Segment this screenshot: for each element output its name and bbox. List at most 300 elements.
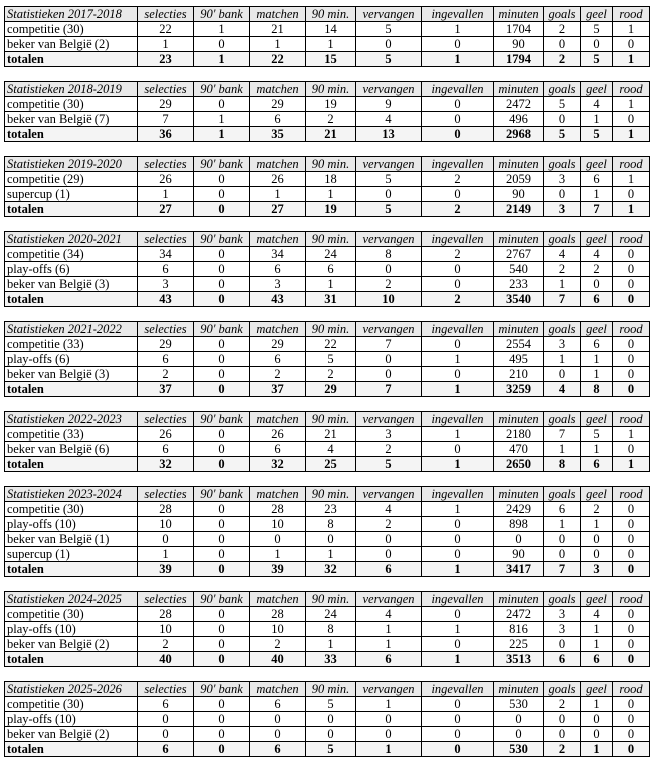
table-row — [5, 22, 650, 37]
stat-cell: 0 — [194, 382, 250, 397]
season-title: Statistieken 2025-2026 — [5, 682, 138, 697]
competition-label: competitie (30) — [5, 697, 138, 712]
stat-cell: 0 — [194, 457, 250, 472]
table-row — [5, 622, 650, 637]
stat-cell: 2767 — [494, 247, 544, 262]
stat-cell: 0 — [422, 337, 494, 352]
stat-cell: 24 — [306, 607, 356, 622]
stat-cell: 29 — [138, 337, 194, 352]
stat-cell: 0 — [194, 442, 250, 457]
stat-cell: 6 — [356, 562, 422, 577]
stat-cell: 8 — [306, 622, 356, 637]
stat-cell: 10 — [138, 517, 194, 532]
table-header-row — [5, 592, 650, 607]
table-row — [5, 352, 650, 367]
stat-cell: 0 — [422, 97, 494, 112]
season-title: Statistieken 2020-2021 — [5, 232, 138, 247]
stat-cell: 1 — [306, 37, 356, 52]
stat-cell: 0 — [613, 742, 650, 757]
stat-cell: 0 — [422, 637, 494, 652]
totals-row — [5, 652, 650, 667]
stat-cell: 540 — [494, 262, 544, 277]
column-header: 90' bank — [194, 682, 250, 697]
column-header: selecties — [138, 7, 194, 22]
table-header-row — [5, 232, 650, 247]
stat-cell: 0 — [613, 532, 650, 547]
column-header: rood — [613, 7, 650, 22]
stat-cell: 1 — [422, 22, 494, 37]
stat-cell: 90 — [494, 37, 544, 52]
stat-cell: 0 — [613, 367, 650, 382]
stat-cell: 0 — [194, 517, 250, 532]
stat-cell: 1 — [138, 37, 194, 52]
column-header: 90' bank — [194, 412, 250, 427]
stat-cell: 0 — [613, 277, 650, 292]
table-row — [5, 607, 650, 622]
stat-cell: 5 — [356, 172, 422, 187]
stat-cell: 1 — [613, 52, 650, 67]
stat-cell: 1 — [613, 202, 650, 217]
stat-cell: 24 — [306, 247, 356, 262]
stat-cell: 0 — [356, 727, 422, 742]
stat-cell: 6 — [544, 502, 581, 517]
stat-cell: 19 — [306, 97, 356, 112]
column-header: goals — [544, 82, 581, 97]
stat-cell: 0 — [194, 637, 250, 652]
column-header: rood — [613, 82, 650, 97]
stat-cell: 0 — [613, 517, 650, 532]
competition-label: competitie (33) — [5, 337, 138, 352]
column-header: geel — [581, 82, 613, 97]
stat-cell: 0 — [356, 37, 422, 52]
column-header: vervangen — [356, 322, 422, 337]
stat-cell: 26 — [138, 172, 194, 187]
stat-cell: 3 — [544, 172, 581, 187]
column-header: 90 min. — [306, 82, 356, 97]
stat-cell: 3540 — [494, 292, 544, 307]
stat-cell: 4 — [581, 97, 613, 112]
stat-cell: 40 — [138, 652, 194, 667]
totals-row — [5, 127, 650, 142]
stat-cell: 4 — [356, 502, 422, 517]
stat-cell: 29 — [250, 337, 306, 352]
column-header: matchen — [250, 82, 306, 97]
stat-cell: 1 — [581, 112, 613, 127]
season-stats-table — [4, 411, 650, 472]
stat-cell: 21 — [306, 427, 356, 442]
column-header: goals — [544, 157, 581, 172]
column-header: goals — [544, 682, 581, 697]
stat-cell: 7 — [581, 202, 613, 217]
stat-cell: 0 — [613, 187, 650, 202]
column-header: geel — [581, 232, 613, 247]
competition-label: play-offs (10) — [5, 622, 138, 637]
column-header: goals — [544, 232, 581, 247]
stat-cell: 1 — [544, 442, 581, 457]
stat-cell: 29 — [306, 382, 356, 397]
stat-cell: 23 — [306, 502, 356, 517]
stat-cell: 0 — [194, 562, 250, 577]
stat-cell: 1 — [422, 562, 494, 577]
stat-cell: 1 — [613, 127, 650, 142]
stat-cell: 28 — [138, 502, 194, 517]
stat-cell: 2 — [422, 292, 494, 307]
stat-cell: 22 — [250, 52, 306, 67]
stat-cell: 1 — [356, 637, 422, 652]
competition-label: beker van België (2) — [5, 727, 138, 742]
competition-label: beker van België (3) — [5, 277, 138, 292]
stat-cell: 0 — [194, 187, 250, 202]
stat-cell: 5 — [544, 127, 581, 142]
column-header: matchen — [250, 157, 306, 172]
stat-cell: 6 — [138, 442, 194, 457]
stat-cell: 2 — [250, 367, 306, 382]
stat-cell: 0 — [194, 172, 250, 187]
table-row — [5, 502, 650, 517]
stat-cell: 5 — [306, 742, 356, 757]
stat-cell: 32 — [306, 562, 356, 577]
stat-cell: 0 — [306, 712, 356, 727]
table-row — [5, 517, 650, 532]
stat-cell: 3 — [544, 337, 581, 352]
table-row — [5, 712, 650, 727]
column-header: matchen — [250, 487, 306, 502]
stat-cell: 6 — [250, 262, 306, 277]
competition-label: play-offs (6) — [5, 262, 138, 277]
stat-cell: 1 — [250, 547, 306, 562]
totals-label: totalen — [5, 652, 138, 667]
stat-cell: 3259 — [494, 382, 544, 397]
totals-row — [5, 382, 650, 397]
stat-cell: 0 — [422, 37, 494, 52]
competition-label: beker van België (2) — [5, 37, 138, 52]
competition-label: play-offs (6) — [5, 352, 138, 367]
column-header: 90' bank — [194, 322, 250, 337]
column-header: selecties — [138, 232, 194, 247]
stat-cell: 1 — [138, 187, 194, 202]
stat-cell: 0 — [613, 112, 650, 127]
season-stats-table — [4, 81, 650, 142]
stat-cell: 90 — [494, 187, 544, 202]
column-header: matchen — [250, 412, 306, 427]
totals-label: totalen — [5, 52, 138, 67]
stat-cell: 496 — [494, 112, 544, 127]
column-header: 90 min. — [306, 592, 356, 607]
stat-cell: 8 — [581, 382, 613, 397]
stat-cell: 0 — [422, 367, 494, 382]
stat-cell: 3 — [544, 607, 581, 622]
totals-row — [5, 562, 650, 577]
column-header: matchen — [250, 682, 306, 697]
stat-cell: 0 — [544, 112, 581, 127]
stat-cell: 7 — [544, 562, 581, 577]
stat-cell: 2 — [356, 442, 422, 457]
stat-cell: 90 — [494, 547, 544, 562]
stat-cell: 2 — [138, 637, 194, 652]
totals-label: totalen — [5, 292, 138, 307]
stat-cell: 2 — [581, 262, 613, 277]
column-header: selecties — [138, 82, 194, 97]
stat-cell: 0 — [613, 637, 650, 652]
stat-cell: 0 — [194, 367, 250, 382]
stat-cell: 0 — [194, 697, 250, 712]
season-title: Statistieken 2023-2024 — [5, 487, 138, 502]
stat-cell: 1 — [356, 622, 422, 637]
table-row — [5, 637, 650, 652]
stat-cell: 4 — [356, 607, 422, 622]
column-header: 90 min. — [306, 322, 356, 337]
stat-cell: 21 — [250, 22, 306, 37]
table-row — [5, 37, 650, 52]
stat-cell: 5 — [306, 697, 356, 712]
stat-cell: 2968 — [494, 127, 544, 142]
stat-cell: 1 — [306, 547, 356, 562]
stat-cell: 0 — [194, 202, 250, 217]
stat-cell: 0 — [581, 532, 613, 547]
column-header: ingevallen — [422, 157, 494, 172]
stat-cell: 1 — [356, 742, 422, 757]
stat-cell: 1 — [194, 112, 250, 127]
column-header: rood — [613, 592, 650, 607]
stat-cell: 0 — [613, 337, 650, 352]
column-header: geel — [581, 412, 613, 427]
stat-cell: 2 — [544, 52, 581, 67]
stat-cell: 0 — [422, 442, 494, 457]
stat-cell: 1 — [194, 52, 250, 67]
stat-cell: 4 — [544, 247, 581, 262]
stat-cell: 0 — [581, 727, 613, 742]
stat-cell: 1 — [581, 742, 613, 757]
competition-label: competitie (30) — [5, 502, 138, 517]
competition-label: competitie (29) — [5, 172, 138, 187]
table-header-row — [5, 7, 650, 22]
stat-cell: 0 — [250, 712, 306, 727]
competition-label: supercup (1) — [5, 547, 138, 562]
column-header: 90' bank — [194, 232, 250, 247]
totals-label: totalen — [5, 382, 138, 397]
stat-cell: 3 — [544, 622, 581, 637]
stat-cell: 0 — [194, 292, 250, 307]
stat-cell: 0 — [494, 727, 544, 742]
totals-row — [5, 742, 650, 757]
column-header: matchen — [250, 322, 306, 337]
column-header: 90' bank — [194, 7, 250, 22]
stat-cell: 6 — [544, 652, 581, 667]
stat-cell: 6 — [581, 652, 613, 667]
competition-label: beker van België (7) — [5, 112, 138, 127]
stat-cell: 0 — [194, 622, 250, 637]
stat-cell: 3417 — [494, 562, 544, 577]
stat-cell: 1 — [422, 52, 494, 67]
column-header: ingevallen — [422, 487, 494, 502]
stat-cell: 0 — [422, 532, 494, 547]
stat-cell: 3 — [544, 202, 581, 217]
column-header: rood — [613, 157, 650, 172]
table-header-row — [5, 157, 650, 172]
stat-cell: 1 — [306, 277, 356, 292]
column-header: rood — [613, 322, 650, 337]
stat-cell: 2 — [306, 367, 356, 382]
stat-cell: 0 — [422, 712, 494, 727]
totals-row — [5, 202, 650, 217]
stat-cell: 1 — [250, 37, 306, 52]
column-header: selecties — [138, 682, 194, 697]
stat-cell: 31 — [306, 292, 356, 307]
totals-label: totalen — [5, 127, 138, 142]
season-title: Statistieken 2024-2025 — [5, 592, 138, 607]
stat-cell: 0 — [306, 727, 356, 742]
competition-label: play-offs (10) — [5, 517, 138, 532]
column-header: geel — [581, 7, 613, 22]
column-header: selecties — [138, 412, 194, 427]
column-header: selecties — [138, 322, 194, 337]
column-header: matchen — [250, 7, 306, 22]
stat-cell: 0 — [250, 532, 306, 547]
column-header: rood — [613, 232, 650, 247]
column-header: goals — [544, 487, 581, 502]
stat-cell: 5 — [356, 52, 422, 67]
stat-cell: 8 — [306, 517, 356, 532]
stat-cell: 0 — [422, 277, 494, 292]
totals-row — [5, 457, 650, 472]
stat-cell: 0 — [613, 697, 650, 712]
stat-cell: 28 — [138, 607, 194, 622]
table-row — [5, 97, 650, 112]
competition-label: competitie (30) — [5, 607, 138, 622]
column-header: ingevallen — [422, 82, 494, 97]
column-header: minuten — [494, 487, 544, 502]
stat-cell: 1 — [581, 367, 613, 382]
stat-cell: 19 — [306, 202, 356, 217]
stat-cell: 32 — [250, 457, 306, 472]
stat-cell: 5 — [581, 52, 613, 67]
column-header: matchen — [250, 592, 306, 607]
stat-cell: 1 — [306, 187, 356, 202]
season-stats-table — [4, 321, 650, 397]
stat-cell: 1 — [194, 22, 250, 37]
stat-cell: 0 — [613, 292, 650, 307]
stat-cell: 1 — [613, 172, 650, 187]
stat-cell: 15 — [306, 52, 356, 67]
stat-cell: 1 — [422, 382, 494, 397]
stat-cell: 6 — [250, 697, 306, 712]
column-header: rood — [613, 682, 650, 697]
column-header: 90 min. — [306, 232, 356, 247]
stat-cell: 0 — [194, 742, 250, 757]
stat-cell: 0 — [581, 277, 613, 292]
stat-cell: 0 — [613, 547, 650, 562]
table-header-row — [5, 82, 650, 97]
stat-cell: 0 — [422, 112, 494, 127]
stat-cell: 816 — [494, 622, 544, 637]
column-header: goals — [544, 322, 581, 337]
stat-cell: 0 — [613, 247, 650, 262]
season-title: Statistieken 2022-2023 — [5, 412, 138, 427]
column-header: rood — [613, 487, 650, 502]
competition-label: competitie (30) — [5, 97, 138, 112]
column-header: minuten — [494, 157, 544, 172]
stat-cell: 1 — [581, 442, 613, 457]
stat-cell: 1 — [422, 652, 494, 667]
table-row — [5, 262, 650, 277]
column-header: 90 min. — [306, 682, 356, 697]
column-header: vervangen — [356, 157, 422, 172]
stat-cell: 0 — [544, 187, 581, 202]
stat-cell: 0 — [613, 727, 650, 742]
stat-cell: 10 — [138, 622, 194, 637]
stat-cell: 2 — [422, 247, 494, 262]
season-title: Statistieken 2018-2019 — [5, 82, 138, 97]
stat-cell: 0 — [494, 532, 544, 547]
stat-cell: 0 — [544, 37, 581, 52]
competition-label: beker van België (6) — [5, 442, 138, 457]
stat-cell: 0 — [194, 502, 250, 517]
column-header: vervangen — [356, 412, 422, 427]
column-header: 90' bank — [194, 592, 250, 607]
table-row — [5, 697, 650, 712]
table-row — [5, 367, 650, 382]
stat-cell: 0 — [356, 712, 422, 727]
table-row — [5, 427, 650, 442]
stat-cell: 1 — [544, 277, 581, 292]
stat-cell: 1794 — [494, 52, 544, 67]
stat-cell: 10 — [356, 292, 422, 307]
stat-cell: 43 — [138, 292, 194, 307]
stat-cell: 1 — [356, 697, 422, 712]
stat-cell: 0 — [422, 547, 494, 562]
stat-cell: 9 — [356, 97, 422, 112]
totals-label: totalen — [5, 562, 138, 577]
stat-cell: 35 — [250, 127, 306, 142]
stat-cell: 0 — [613, 262, 650, 277]
stat-cell: 233 — [494, 277, 544, 292]
stat-cell: 0 — [613, 382, 650, 397]
season-title: Statistieken 2021-2022 — [5, 322, 138, 337]
stat-cell: 0 — [422, 187, 494, 202]
stat-cell: 0 — [138, 727, 194, 742]
stat-cell: 10 — [250, 517, 306, 532]
stat-cell: 0 — [613, 652, 650, 667]
stat-cell: 39 — [250, 562, 306, 577]
stat-cell: 37 — [138, 382, 194, 397]
stat-cell: 2 — [356, 517, 422, 532]
column-header: geel — [581, 682, 613, 697]
stat-cell: 6 — [250, 352, 306, 367]
stat-cell: 6 — [138, 262, 194, 277]
stat-cell: 0 — [494, 712, 544, 727]
competition-label: supercup (1) — [5, 187, 138, 202]
stat-cell: 6 — [356, 652, 422, 667]
stat-cell: 898 — [494, 517, 544, 532]
stat-cell: 13 — [356, 127, 422, 142]
totals-row — [5, 292, 650, 307]
stat-cell: 2650 — [494, 457, 544, 472]
stat-cell: 6 — [250, 112, 306, 127]
column-header: goals — [544, 412, 581, 427]
column-header: vervangen — [356, 487, 422, 502]
stat-cell: 0 — [138, 712, 194, 727]
stat-cell: 32 — [138, 457, 194, 472]
stat-cell: 0 — [544, 727, 581, 742]
stat-cell: 0 — [544, 367, 581, 382]
stat-cell: 0 — [194, 37, 250, 52]
stat-cell: 0 — [544, 547, 581, 562]
stat-cell: 0 — [194, 247, 250, 262]
stat-cell: 37 — [250, 382, 306, 397]
stat-cell: 33 — [306, 652, 356, 667]
stat-cell: 0 — [356, 262, 422, 277]
table-row — [5, 442, 650, 457]
